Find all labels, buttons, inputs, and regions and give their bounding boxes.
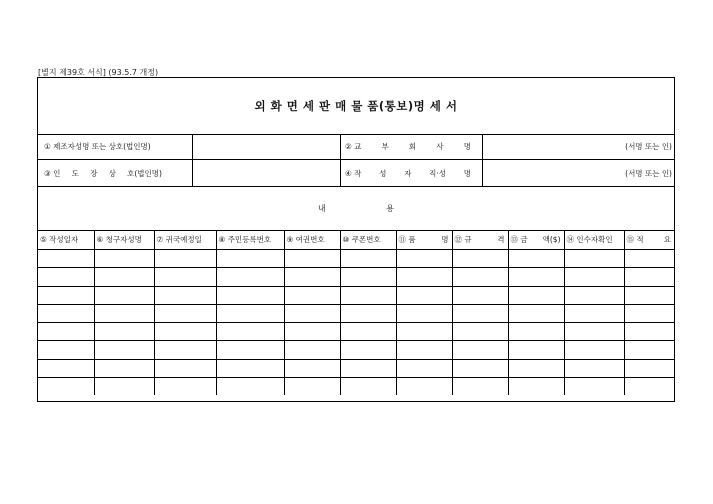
table-cell[interactable] (452, 250, 508, 268)
column-header: ⑮ 적 요 (624, 230, 674, 250)
table-cell[interactable] (94, 304, 154, 322)
table-cell[interactable] (216, 359, 284, 377)
table-cell[interactable] (396, 304, 452, 322)
table-cell[interactable] (94, 341, 154, 359)
table-cell[interactable] (216, 341, 284, 359)
table-cell[interactable] (154, 323, 216, 341)
table-cell[interactable] (284, 378, 340, 396)
table-cell[interactable] (340, 250, 396, 268)
table-header-row (38, 230, 674, 250)
table-cell[interactable] (624, 250, 674, 268)
table-row (38, 323, 674, 341)
table-cell[interactable] (452, 323, 508, 341)
table-cell[interactable] (396, 323, 452, 341)
table-row (38, 359, 674, 377)
table-cell[interactable] (38, 359, 94, 377)
preparer-label: ④ 작 성 자 직·성 명 (341, 160, 483, 186)
table-cell[interactable] (452, 341, 508, 359)
table-cell[interactable] (216, 286, 284, 304)
table-cell[interactable] (284, 268, 340, 286)
table-cell[interactable] (284, 359, 340, 377)
table-cell[interactable] (340, 378, 396, 396)
table-cell[interactable] (564, 268, 624, 286)
table-cell[interactable] (508, 304, 564, 322)
table-cell[interactable] (624, 304, 674, 322)
table-cell[interactable] (452, 304, 508, 322)
content-header: 내 용 (38, 186, 674, 231)
table-row (38, 286, 674, 304)
table-cell[interactable] (396, 286, 452, 304)
table-cell[interactable] (396, 341, 452, 359)
items-table (38, 230, 674, 395)
table-cell[interactable] (38, 378, 94, 396)
table-cell[interactable] (340, 323, 396, 341)
table-row (38, 268, 674, 286)
table-cell[interactable] (564, 286, 624, 304)
table-cell[interactable] (216, 250, 284, 268)
table-cell[interactable] (154, 304, 216, 322)
table-row (38, 378, 674, 396)
table-cell[interactable] (340, 359, 396, 377)
table-cell[interactable] (154, 341, 216, 359)
table-cell[interactable] (216, 268, 284, 286)
table-cell[interactable] (624, 323, 674, 341)
table-cell[interactable] (452, 378, 508, 396)
table-cell[interactable] (94, 378, 154, 396)
table-cell[interactable] (38, 268, 94, 286)
table-cell[interactable] (624, 286, 674, 304)
table-cell[interactable] (452, 359, 508, 377)
form-title: 외 화 면 세 판 매 물 품(통보)명 세 서 (254, 99, 458, 113)
table-cell[interactable] (396, 378, 452, 396)
issuing-company-label: ② 교 부 회 사 명 (341, 134, 483, 159)
table-cell[interactable] (94, 286, 154, 304)
table-cell[interactable] (564, 304, 624, 322)
column-header: ⑦ 귀국예정일 (154, 230, 216, 250)
table-cell[interactable] (284, 341, 340, 359)
table-cell[interactable] (508, 341, 564, 359)
table-cell[interactable] (94, 359, 154, 377)
preparer-signature-field[interactable] (483, 160, 676, 186)
form-caption: [별지 제39호 서식] (93.5.7 개정) (38, 68, 159, 77)
table-cell[interactable] (624, 378, 674, 396)
manufacturer-label: ① 제조자성명 또는 상호(법인명) (38, 134, 193, 159)
table-cell[interactable] (154, 250, 216, 268)
table-cell[interactable] (508, 378, 564, 396)
table-cell[interactable] (624, 268, 674, 286)
delivery-place-field[interactable] (193, 160, 341, 186)
column-header: ⑤ 작성일자 (38, 230, 94, 250)
table-cell[interactable] (38, 250, 94, 268)
table-cell[interactable] (508, 323, 564, 341)
sign-text: (서명 또는 인) (625, 142, 672, 151)
table-row (38, 250, 674, 268)
table-cell[interactable] (38, 286, 94, 304)
info-section (38, 134, 674, 187)
table-cell[interactable] (452, 268, 508, 286)
table-cell[interactable] (284, 286, 340, 304)
table-cell[interactable] (564, 341, 624, 359)
table-cell[interactable] (154, 286, 216, 304)
table-row (38, 341, 674, 359)
table-cell[interactable] (564, 323, 624, 341)
table-cell[interactable] (216, 304, 284, 322)
column-header: ⑬ 금 액($) (508, 230, 564, 250)
table-cell[interactable] (396, 268, 452, 286)
table-cell[interactable] (564, 250, 624, 268)
table-cell[interactable] (396, 359, 452, 377)
table-row (38, 304, 674, 322)
info-row-manufacturer (38, 134, 674, 160)
table-cell[interactable] (38, 323, 94, 341)
table-cell[interactable] (564, 359, 624, 377)
table-cell[interactable] (396, 250, 452, 268)
table-cell[interactable] (154, 268, 216, 286)
table-cell[interactable] (94, 250, 154, 268)
form-container (37, 77, 675, 402)
column-header: ⑨ 여권번호 (284, 230, 340, 250)
column-header: ⑭ 인수자확인 (564, 230, 624, 250)
table-cell[interactable] (284, 304, 340, 322)
column-header: ⑫ 규 격 (452, 230, 508, 250)
table-cell[interactable] (284, 250, 340, 268)
delivery-place-label: ③ 인 도 장 상 호(법인명) (38, 160, 193, 186)
table-cell[interactable] (38, 341, 94, 359)
table-cell[interactable] (508, 250, 564, 268)
manufacturer-name-field[interactable] (193, 134, 341, 159)
table-cell[interactable] (154, 359, 216, 377)
table-cell[interactable] (340, 304, 396, 322)
table-body (38, 250, 674, 396)
table-cell[interactable] (154, 378, 216, 396)
table-cell[interactable] (564, 378, 624, 396)
issuing-company-signature-field[interactable] (483, 134, 676, 159)
column-header: ⑪ 품 명 (396, 230, 452, 250)
title-row (38, 78, 674, 135)
table-cell[interactable] (508, 359, 564, 377)
table-cell[interactable] (340, 268, 396, 286)
column-header: ⑩ 쿠폰번호 (340, 230, 396, 250)
table-cell[interactable] (452, 286, 508, 304)
table-cell[interactable] (284, 323, 340, 341)
sign-text: (서명 또는 인) (625, 168, 672, 178)
table-cell[interactable] (94, 323, 154, 341)
info-row-delivery (38, 160, 674, 186)
table-cell[interactable] (508, 286, 564, 304)
table-cell[interactable] (38, 304, 94, 322)
table-cell[interactable] (216, 323, 284, 341)
table-cell[interactable] (340, 286, 396, 304)
table-cell[interactable] (340, 341, 396, 359)
table-cell[interactable] (94, 268, 154, 286)
column-header: ⑧ 주민등록번호 (216, 230, 284, 250)
table-cell[interactable] (216, 378, 284, 396)
column-header: ⑥ 청구자성명 (94, 230, 154, 250)
table-cell[interactable] (624, 341, 674, 359)
table-cell[interactable] (624, 359, 674, 377)
table-cell[interactable] (508, 268, 564, 286)
